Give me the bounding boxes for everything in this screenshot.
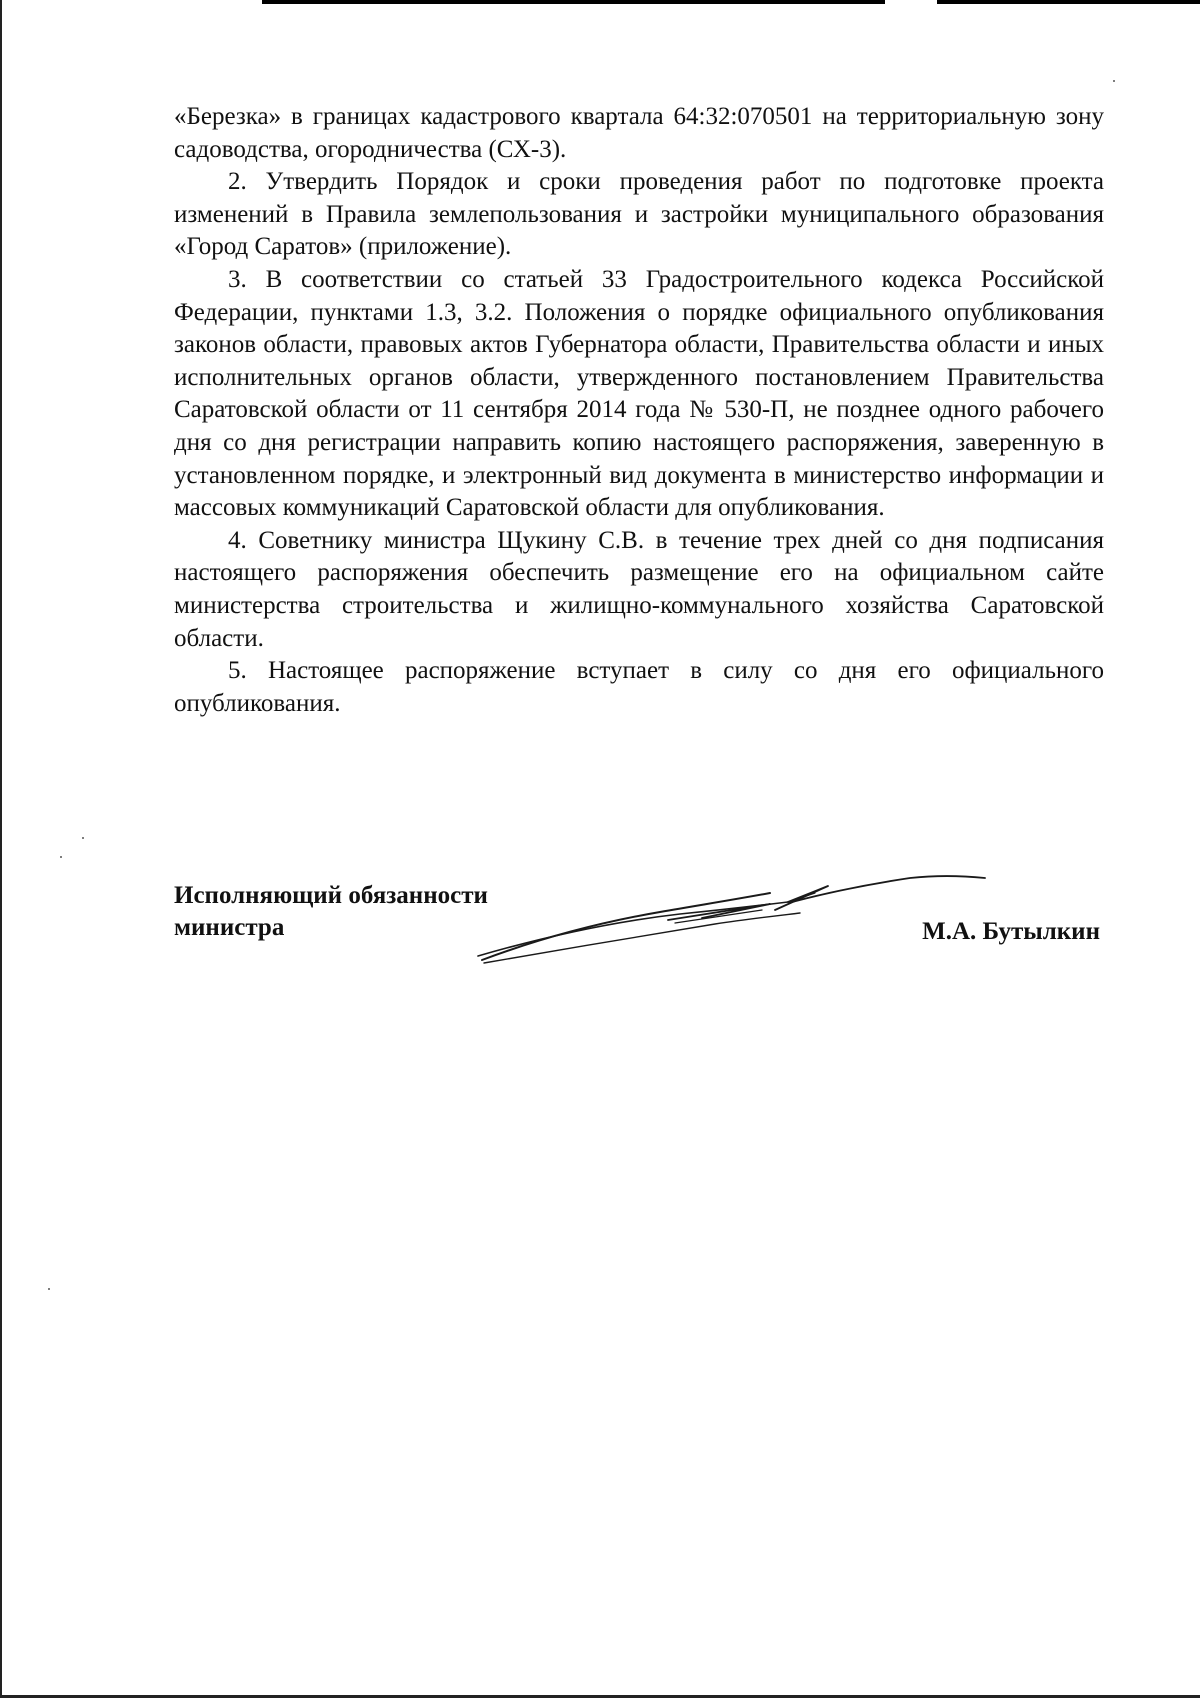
scan-top-border-gap xyxy=(885,0,937,4)
signatory-name: М.А. Бутылкин xyxy=(922,918,1100,945)
paragraph-item-4: 4. Советнику министра Щукину С.В. в течение трех дней со дня подписания настоящего распоряжения обеспечить размещение его на официальном сайте министерства строительства и жилищно-коммунального хозяйства Саратовской области. xyxy=(174,526,1104,652)
paragraph-item-2: 2. Утвердить Порядок и сроки проведения работ по подготовке проекта изменений в Правила землепользования и застройки муниципального образования «Город Саратов» (приложение). xyxy=(174,168,1104,261)
paragraph-continuation: «Березка» в границах кадастрового квартала 64:32:070501 на территориальную зону садоводства, огородничества (СХ-3). xyxy=(174,103,1104,163)
handwritten-signature xyxy=(470,862,990,966)
signatory-position-line-1: Исполняющий обязанности xyxy=(174,882,488,909)
scan-left-border xyxy=(0,0,2,1698)
scan-speck xyxy=(1113,80,1115,82)
scan-top-border xyxy=(262,0,1200,4)
signatory-position-line-2: министра xyxy=(174,914,285,941)
scan-speck xyxy=(60,856,62,858)
paragraph-item-3: 3. В соответствии со статьей 33 Градостроительного кодекса Российской Федерации, пунктами 1.3, 3.2. Положения о порядке официального опубликования законов области, правовых актов Губернатора области, Правительства области и иных исполнительных органов области, утвержденного постановлением Правительства Саратовской области от 11 сентября 2014 года № 530-П, не позднее одного рабочего дня со дня регистрации направить копию настоящего распоряжения, заверенную в установленном порядке, и электронный вид документа в министерство информации и массовых коммуникаций Саратовской области для опубликования. xyxy=(174,265,1104,522)
document-body xyxy=(174,101,1104,720)
paragraph-item-5: 5. Настоящее распоряжение вступает в силу со дня его официального опубликования. xyxy=(174,657,1104,717)
scan-speck xyxy=(48,1288,50,1290)
scan-speck xyxy=(82,837,84,839)
signatory-position xyxy=(174,880,488,944)
